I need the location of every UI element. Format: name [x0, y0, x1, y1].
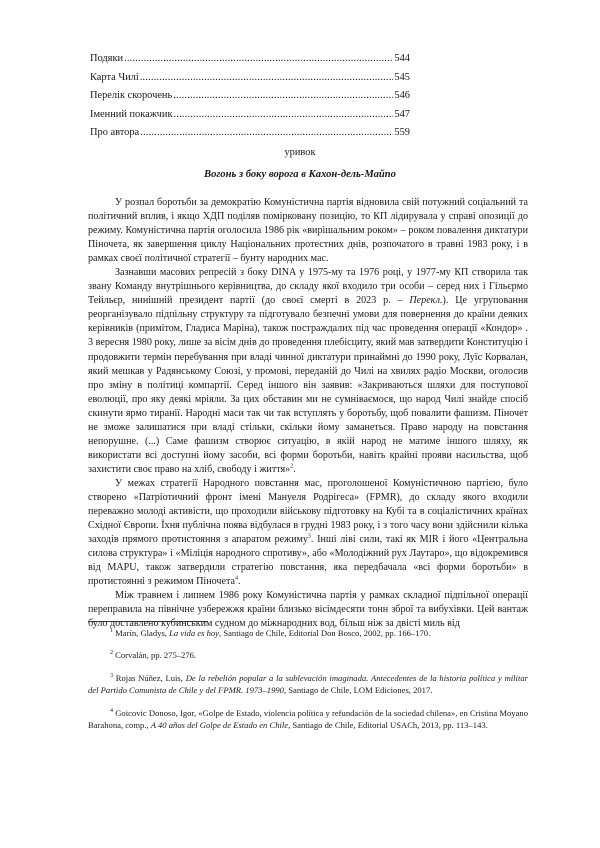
toc-entry [90, 72, 410, 91]
paragraph-text: . [237, 576, 241, 588]
body-text [88, 196, 528, 631]
toc-leader-dots [140, 127, 393, 138]
footnote-text: , Santiago de Chile, Editorial USACh, 2013, pp. 113–143. [288, 720, 488, 731]
toc-entry-page: 559 [394, 127, 410, 139]
toc-entry-page: 545 [394, 71, 410, 83]
toc-entry-title: Карта Чилі [90, 71, 139, 83]
footnote-reference[interactable]: 3 [307, 533, 311, 540]
footnote-text: Rojas Núñez, Luis, [115, 672, 186, 683]
toc-entry-page: 547 [394, 108, 410, 120]
footnote-number: 4 [110, 707, 113, 714]
footnote [88, 707, 528, 732]
paragraph-text: У межах стратегії Народного повстання мас, проголошеної Комуністичною партією, було створено «Патріотичний фронт імені Мануеля Родрігеса» (FPMR), до складу якого входили переважно молоді активісти, що проходили військову підготовку на Кубі та в соціалістичних країнах Східної Європи. Їхня публічна поява відбулася в грудні 1983 року, і з того часу вони здійснили кілька заходів прямого протистояння з апаратом режиму [88, 477, 528, 546]
footnote-text: , Santiago de Chile, Editorial Don Bosco, 2002, pp. 166–170. [219, 628, 431, 638]
footnote [88, 649, 528, 662]
footnote-number: 3 [110, 672, 113, 679]
excerpt-label: уривок [284, 147, 316, 158]
footnote-title: De la rebelión popular a la sublevación imaginada. Antecedentes de la historia política y militar del Partido Comunista de Chile y del FPMR. 1973–1990 [88, 672, 528, 696]
toc-leader-dots [174, 109, 394, 120]
footnotes [88, 627, 528, 742]
toc-leader-dots [173, 90, 393, 101]
toc-entry-title: Подяки [90, 53, 124, 64]
toc-entry [90, 109, 410, 128]
paragraph [88, 477, 528, 589]
toc-leader-dots [124, 53, 393, 64]
chapter-title: Вогонь з боку ворога в Кахон-дель-Майпо [204, 169, 396, 180]
footnote-separator [88, 621, 208, 622]
footnote-number: 1 [110, 628, 113, 635]
paragraph-text: Між травнем і липнем 1986 року Комуністична партія у рамках складної підпільної операції переправила на північне узбережжя країни близько вісімдесяти тонн зброї та вибухівки. Цей вантаж було доставлено кубинським судном до міжнародних вод, більш ніж за двісті миль від [88, 590, 528, 630]
paragraph-text: ). Це угруповання реорганізувало підпільну структуру та підготувало безпечні умови для повернення до країни деяких керівників (примітом, Гладиса Маріна), також постраждалих під час проведення операції «Кондор» . 3 вересня 1980 року, лише за вісім днів до проведення плебісциту, який мав затвердити Конституцію і продовжити термін перебування при владі чинної диктатури принаймні до 1990 року, Луїс Корвалан, який мешкав у Радянському Союзі, у промові, переданій до Чилі на хвилях радіо Москви, оголосив про зміну в політиці компартії. Серед іншого він заявив: «Закриваються шляхи для поступової еволюції, про яку деякі мріяли. За цих обставин ми не сумніваємося, що народ Чилі знайде спосіб скинути ярмо тиранії. Народні маси так чи так вступлять у боротьбу, щоб повалити фашизм. Піночет не зможе залишатися при владі стільки, скільки йому заманеться. Право народу на повстання непорушне. (...) Саме фашизм створює ситуацію, в якій народ не матиме іншого шляху, як використати всі доступні йому засоби, всі форми боротьби, навіть крайні прояви насильства, щоб захистити своє право на хліб, свободу і життя» [88, 295, 529, 475]
toc-entry-page: 546 [394, 90, 410, 102]
paragraph [88, 196, 528, 266]
paragraph-text: У розпал боротьби за демократію Комуністична партія відновила свій потужний соціальний та політичний вплив, і якщо ХДП поділяв помірковану позицію, то КП лідирувала у справі опозиції до режиму. Комуністична партія оголосила 1986 рік «вирішальним роком» – роком повалення диктатури Піночета, як завершення циклу Національних протестних днів, розпочатого в травні 1983 року, і в рамках своєї політичної стратегії – бунту народних мас. [88, 197, 528, 265]
toc-entry-title: Іменний покажчик [90, 108, 173, 120]
footnote-reference[interactable]: 2 [290, 463, 294, 470]
toc-entry-page: 544 [394, 53, 410, 64]
toc-entry [90, 53, 410, 72]
footnote-text: , Santiago de Chile, LOM Ediciones, 2017. [283, 685, 433, 696]
paragraph-text: Зазнавши масових репресій з боку DINA у 1975-му та 1976 році, у 1977-му КП створила так звану Команду внутрішнього керівництва, до складу якої входило три особи – серед них і Гільєрмо Тейльєр, нинішній президент партії (до своєї смерті в 2023 р. – [88, 267, 528, 307]
footnote-title: A 40 años del Golpe de Estado en Chile [150, 720, 289, 731]
toc-entry [90, 127, 410, 146]
footnote-text: Goicovic Donoso, Igor, «Golpe de Estado, violencia política y refundación de la sociedad chilena», en Cristina Moyano Barahona, comp., [88, 707, 528, 731]
paragraph-text: . Інші ліві сили, такі як MIR і його «Центральна силова структура» і «Міліція народного спротиву», або «Молодіжний рух Лаутаро», що відокремився від MAPU, також затвердили стратегію повстання, яка передбачала «всі форми боротьби» в протистоянні з режимом Піночета [88, 534, 528, 588]
footnote [88, 672, 528, 697]
footnote-text: Marín, Gladys, [115, 628, 170, 638]
footnote-number: 2 [110, 650, 113, 657]
footnote [88, 627, 528, 640]
paragraph-text: . [293, 463, 296, 475]
footnote-title: La vida es hoy [169, 628, 219, 638]
toc-entry [90, 90, 410, 109]
footnote-text: Corvalán, pp. 275–276. [115, 650, 197, 661]
paragraph [88, 266, 528, 477]
paragraph [88, 589, 528, 631]
toc-entry-title: Перелік скорочень [90, 90, 173, 102]
translator-note: Перекл. [409, 295, 443, 307]
toc-entry-title: Про автора [90, 127, 140, 139]
table-of-contents [90, 53, 410, 146]
toc-leader-dots [140, 72, 394, 83]
footnote-reference[interactable]: 4 [234, 575, 238, 582]
